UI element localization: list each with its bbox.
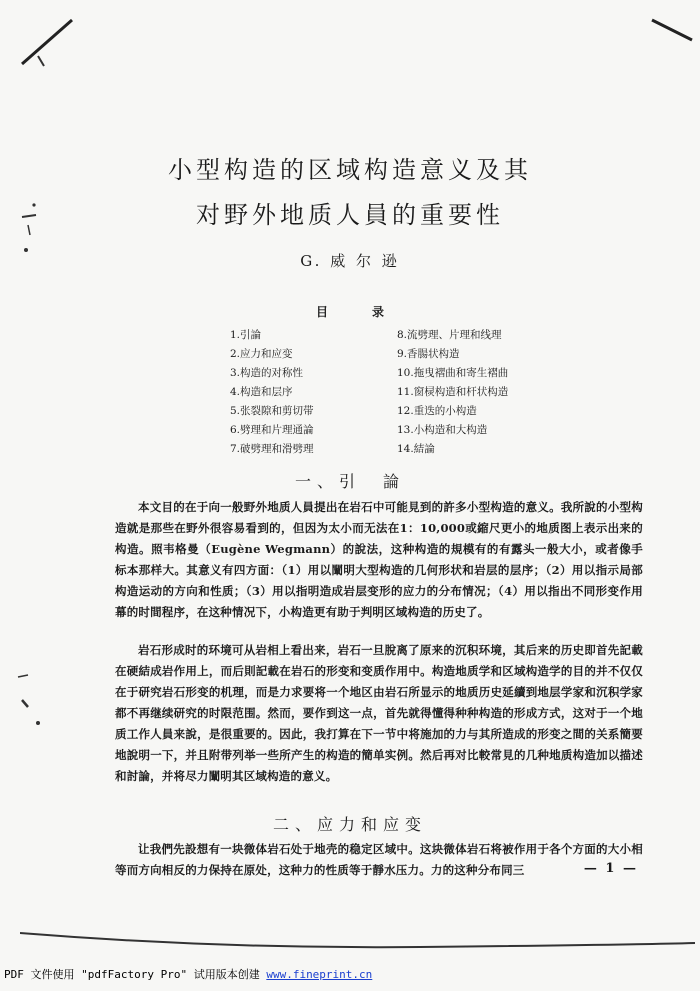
page-number: — 1 — [583, 861, 638, 876]
toc-item: 8.流劈理、片理和线理 [397, 329, 502, 341]
toc-item: 1.引論 [230, 329, 262, 341]
paragraph: 本文目的在于向一般野外地质人員提出在岩石中可能見到的許多小型构造的意义。我所說的小型构造就是那些在野外很容易看到的，但因为太小而无法在1：10,000或縮尺更小的地质图上表示出来的构造。照韦格曼（Eugène Wegmann）的說法，这种构造的規模有的有露头一般大小，或者像手标本那样大。其意义有四方面：（1）用以闡明大型构造的几何形状和岩层的层序；（2）用以指示局部构造运动的方向和性质；（3）用以指明造成岩层变形的应力的分布情况；（4）用以指出不同形变作用幕的时間程序，在这种情况下，小构造更有助于判明区域构造的历史了。 [115, 499, 643, 619]
toc-item: 10.拖曳褶曲和寄生褶曲 [397, 367, 509, 379]
pdf-footer [4, 966, 372, 982]
toc-heading [0, 303, 700, 320]
bottom-edge-line [20, 925, 695, 950]
toc-item: 14.結論 [397, 443, 435, 455]
toc-left-column [230, 326, 314, 459]
footer-text: PDF 文件使用 "pdfFactory Pro" 试用版本创建 [4, 968, 267, 981]
toc-item: 6.劈理和片理通論 [230, 424, 314, 436]
toc-item: 5.张裂隙和剪切带 [230, 405, 314, 417]
toc-item: 7.破劈理和滑劈理 [230, 443, 314, 455]
author: G. 威 尔 逊 [300, 252, 400, 270]
toc-item: 11.窗棂构造和杆状构造 [397, 386, 509, 398]
toc-heading-right: 录 [372, 305, 385, 319]
toc-heading-left: 目 [315, 305, 328, 319]
toc-item: 2.应力和应变 [230, 348, 293, 360]
toc-item: 12.重迭的小构造 [397, 405, 477, 417]
toc-right-column [397, 326, 508, 459]
paragraph: 让我們先設想有一块微体岩石处于地壳的稳定区域中。这块微体岩石将被作用于各个方面的大小相等而方向相反的力保持在原处，这种力的性质等于靜水压力。力的这种分布同三 [115, 841, 643, 877]
title-line-2: 对野外地质人員的重要性 [196, 201, 504, 229]
footer-link[interactable]: www.fineprint.cn [266, 968, 373, 981]
toc-item: 9.香腸状构造 [397, 348, 460, 360]
title-line-1: 小型构造的区域构造意义及其 [168, 156, 532, 184]
corner-mark-top-right [650, 14, 695, 44]
corner-mark-top-left [20, 12, 80, 72]
section-heading-introduction: 一、引 論 [294, 472, 405, 491]
paragraph: 岩石形成时的环境可从岩相上看出来，岩石一旦脫离了原来的沉积环境，其后来的历史即首先記載在硬結成岩作用上，而后則記載在岩石的形变和变质作用中。构造地质学和区域构造学的目的并不仅仅在于研究岩石形变的机理，而是力求要将一个地区由岩石所显示的地质历史延續到地层学家和沉积学家都不再继续研究的时限范围。然而，要作到这一点，首先就得懂得种种构造的形成方式，这对于一个地质工作人員来說，是很重要的。因此，我打算在下一节中将施加的力与其所造成的形变之間的关系簡要地說明一下，并且附带列举一些所产生的构造的簡单实例。然后再对比較常見的几种地质构造加以描述和討論，并将尽力闡明其区域构造的意义。 [115, 642, 643, 783]
toc-item: 4.构造和层序 [230, 386, 293, 398]
section-heading-stress-strain: 二、应力和应变 [272, 815, 427, 834]
toc-item: 3.构造的对称性 [230, 367, 304, 379]
toc-item: 13.小构造和大构造 [397, 424, 488, 436]
